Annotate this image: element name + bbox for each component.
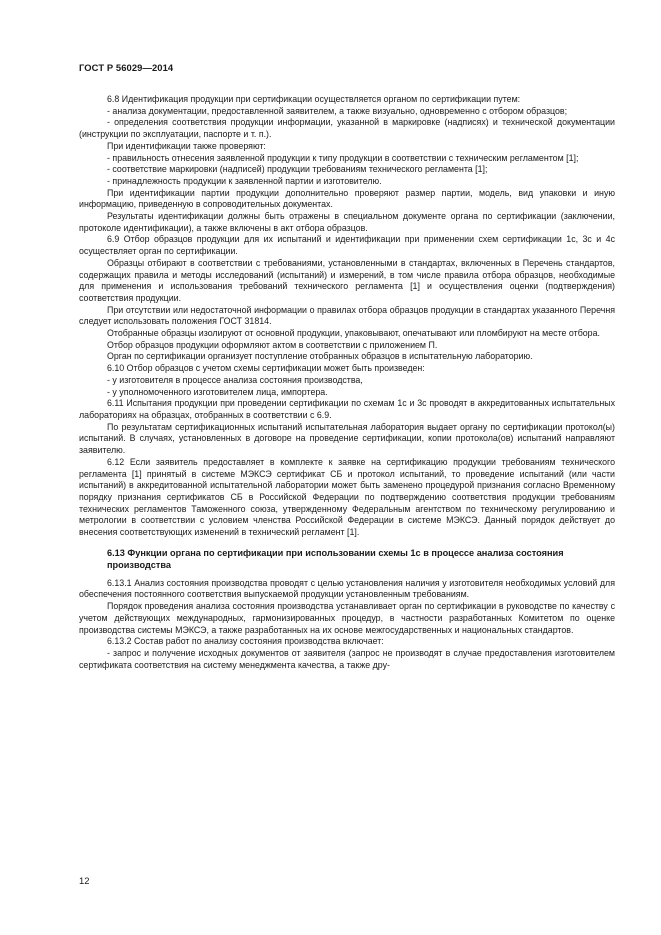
- paragraph: Порядок проведения анализа состояния производства устанавливает орган по сертификации в руководстве по качеству с учетом действующих международных, гармонизированных процедур, в частности разработанных Комитетом по оценке производства системы МЭКСЭ, а также разработанных на их основе межгосударственных и национальных стандартов.: [79, 601, 615, 635]
- paragraph: При отсутствии или недостаточной информации о правилах отбора образцов продукции в стандартах указанного Перечня следует использовать положения ГОСТ 31814.: [79, 304, 615, 327]
- paragraph: - принадлежность продукции к заявленной партии и изготовителю.: [107, 175, 382, 186]
- paragraph: 6.8 Идентификация продукции при сертификации осуществляется органом по сертификации путем:: [107, 94, 521, 104]
- paragraph: - запрос и получение исходных документов от заявителя (запрос не производят в случае предоставления изготовителем сертификата соответствия на систему менеджмента качества, а также дру-: [79, 647, 615, 670]
- page-number: 12: [79, 875, 90, 886]
- document-body: [79, 94, 615, 671]
- paragraph: 6.12 Если заявитель предоставляет в комплекте к заявке на сертификацию продукции требованиям технического регламента [1] принятый в системе МЭКСЭ сертификат СБ и протокол испытаний, то проведение испытаний (или части испытаний) в аккредитованной испытательной лаборатории может быть заменено процедурой признания согласно Временному порядку признания сертификатов СБ в Российской Федерации по подтверждению соответствия продукции требованиям технических регламентов Таможенного союза, утвержденному Федеральным агентством по техническому регулированию и метрологии в соответствии с условием членства Российской Федерации в системе МЭКСЭ. Данный порядок действует до внесения соответствующих изменений в технический регламент [1].: [79, 456, 615, 538]
- paragraph: 6.9 Отбор образцов продукции для их испытаний и идентификации при применении схем сертификации 1с, 3с и 4с осуществляет орган по сертификации.: [79, 234, 615, 257]
- paragraph: 6.11 Испытания продукции при проведении сертификации по схемам 1с и 3с проводят в аккредитованных испытательных лабораториях на образцах, отобранных в соответствии с 6.9.: [79, 398, 615, 420]
- paragraph: При идентификации партии продукции дополнительно проверяют размер партии, модель, вид упаковки и иную информацию, приведенную в сопроводительных документах.: [79, 187, 615, 210]
- paragraph: Орган по сертификации организует поступление отобранных образцов в испытательную лабораторию.: [107, 351, 533, 362]
- document-header: ГОСТ Р 56029—2014: [79, 62, 174, 73]
- paragraph: При идентификации также проверяют:: [107, 140, 266, 151]
- paragraph: По результатам сертификационных испытаний испытательная лаборатория выдает органу по сертификации протокол(ы) испытаний. В случаях, установленных в договоре на проведение сертификации, копии протокола(ов) испытаний направляют заявителю.: [79, 421, 615, 456]
- paragraph: 6.13.2 Состав работ по анализу состояния производства включает:: [107, 636, 384, 647]
- section-heading: 6.13 Функции органа по сертификации при использовании схемы 1с в процессе анализа состояния производства: [107, 547, 564, 570]
- paragraph: Образцы отбирают в соответствии с требованиями, установленными в стандартах, включенных в Перечень стандартов, содержащих правила и методы исследований (испытаний) и измерений, в том числе правила отбора образцов, необходимые для применения и использования требований технического регламента [1] и осуществления оценки (подтверждения) соответствия продукции.: [79, 257, 615, 303]
- paragraph: 6.10 Отбор образцов с учетом схемы сертификации может быть произведен:: [107, 363, 425, 374]
- paragraph: - соответствие маркировки (надписей) продукции требованиям технического регламента [1];: [107, 164, 488, 175]
- paragraph: - анализа документации, предоставленной заявителем, а также визуально, одновременно с отбором образцов;: [107, 105, 568, 116]
- paragraph: - у уполномоченного изготовителем лица, импортера.: [107, 386, 328, 397]
- paragraph: 6.13.1 Анализ состояния производства проводят с целью установления наличия у изготовителя необходимых условий для обеспечения постоянного соответствия выпускаемой продукции установленным требованиям.: [79, 577, 615, 600]
- paragraph: - у изготовителя в процессе анализа состояния производства,: [107, 374, 363, 385]
- paragraph: - правильность отнесения заявленной продукции к типу продукции в соответствии с техническим регламентом [1];: [107, 152, 579, 163]
- paragraph: Отбор образцов продукции оформляют актом в соответствии с приложением П.: [107, 339, 438, 350]
- paragraph: Результаты идентификации должны быть отражены в специальном документе органа по сертификации (заключении, протоколе идентификации), а также включены в акт отбора образцов.: [79, 211, 615, 233]
- paragraph: Отобранные образцы изолируют от основной продукции, упаковывают, опечатывают или пломбируют на месте отбора.: [107, 328, 600, 339]
- paragraph: - определения соответствия продукции информации, указанной в маркировке (надписях) и технической документации (инструкции по эксплуатации, паспорте и т. п.).: [79, 117, 615, 140]
